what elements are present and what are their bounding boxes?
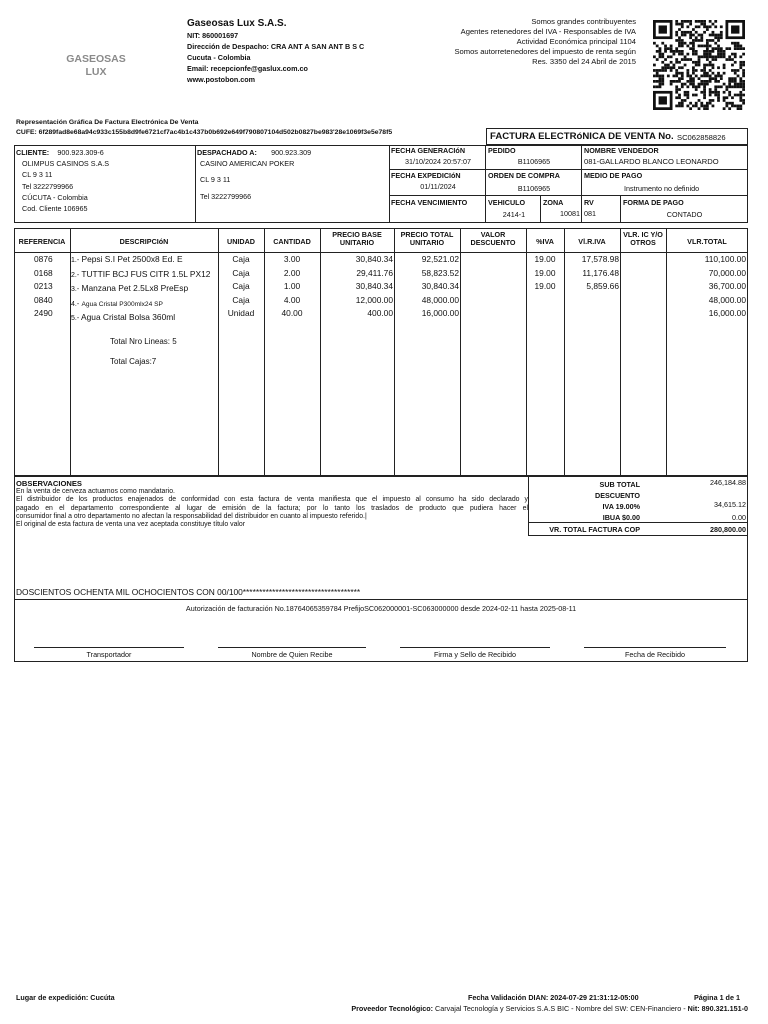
cell-qty: 1.00: [283, 281, 301, 291]
pedido-value: B1106965: [517, 157, 551, 166]
vendedor-value: 081-GALLARDO BLANCO LEONARDO: [584, 157, 719, 166]
cell-base: 400.00: [367, 308, 393, 318]
representation-title: Representación Gráfica De Factura Electrónica De Venta: [16, 119, 199, 126]
invoice-title: FACTURA ELECTRóNICA DE VENTA No.: [490, 131, 674, 142]
observations-text: [16, 479, 528, 529]
col-base: [320, 253, 393, 321]
client-address: CL 9 3 11: [22, 170, 53, 180]
cell-unit: Caja: [232, 267, 250, 278]
total-lines: Total Nro Lineas: 5: [110, 337, 177, 346]
table-row-desc: [71, 297, 219, 312]
logo-line-1: GASEOSAS: [66, 53, 126, 65]
orden-value: B1106965: [517, 184, 551, 193]
footer-page: Página 1 de 1: [694, 993, 740, 1002]
company-name: Gaseosas Lux S.A.S.: [187, 18, 287, 29]
invoice-title-box: [486, 128, 748, 145]
cell-ref: 2490: [34, 308, 53, 318]
col-vliva: [564, 253, 619, 294]
observation-line: El original de esta factura de venta una vez aceptada constituye título valor: [16, 521, 246, 529]
client-name: OLIMPUS CASINOS S.A.S: [22, 159, 110, 169]
pedido-label: PEDIDO: [488, 146, 516, 155]
amount-in-words: DOSCIENTOS OCHENTA MIL OCHOCIENTOS CON 00/100************************************: [16, 587, 361, 597]
cell-iva: 19.00: [534, 267, 556, 278]
cufe-line: [16, 128, 392, 138]
observations-title: OBSERVACIONES: [16, 479, 82, 488]
th-vlr-total: VLR.TOTAL: [687, 237, 727, 246]
cell-ptotal: 16,000.00: [421, 308, 459, 318]
rv-label: RV: [584, 198, 594, 207]
cell-unit: Caja: [232, 294, 250, 305]
invoice-number: SC062858826: [677, 133, 726, 142]
zona-value: 10081: [560, 209, 580, 218]
th-unidad: UNIDAD: [227, 237, 255, 246]
provider-label: Proveedor Tecnológico:: [351, 1004, 434, 1013]
tax-line: Somos autorretenedores del impuesto de renta según: [454, 47, 636, 56]
iva-total-label: IVA 19.00%: [602, 502, 640, 511]
cell-ptotal: 58,823.52: [421, 267, 459, 278]
forma-value: CONTADO: [666, 210, 703, 219]
tax-line: Agentes retenedores del IVA - Responsables de IVA: [460, 27, 636, 36]
cell-ptotal: 48,000.00: [421, 294, 459, 305]
th-cantidad: CANTIDAD: [273, 237, 311, 246]
th-vlr-ic: VLR. IC Y/O OTROS: [623, 230, 663, 247]
cell-base: 29,411.76: [356, 267, 393, 278]
rv-value: 081: [584, 209, 596, 218]
observation-line: pagado en el departamento correspondiente al lugar de emisión de la factura; por lo tanto los traslados de producto que pudiera hacer el: [16, 504, 528, 512]
total-boxes: Total Cajas:7: [110, 357, 157, 366]
cell-vliva: 17,578.98: [581, 254, 619, 264]
cell-total: 110,100.00: [704, 254, 746, 264]
cell-qty: 3.00: [283, 254, 301, 264]
th-valor-descuento: VALOR DESCUENTO: [470, 230, 516, 247]
tax-line: Actividad Económica principal 1104: [516, 37, 636, 46]
cell-desc: TUTTIF BCJ FUS CITR 1.5L PX12: [81, 268, 211, 279]
th-referencia: REFERENCIA: [18, 237, 66, 246]
cell-iva: 19.00: [534, 254, 556, 264]
cell-total: 48,000.00: [708, 294, 746, 305]
descuento-label: DESCUENTO: [595, 491, 640, 500]
dispatch-name: CASINO AMERICAN POKER: [200, 159, 295, 169]
col-ptotal: [394, 253, 459, 321]
cell-unit: Caja: [232, 281, 250, 291]
col-unit: [218, 253, 264, 321]
company-address: Dirección de Despacho: CRA ANT A SAN ANT B S C: [187, 42, 365, 51]
cell-ref: 0213: [34, 281, 53, 291]
client-code: Cod. Cliente 106965: [22, 204, 88, 214]
col-iva: [526, 253, 564, 294]
th-descripcion: DESCRIPCIóN: [119, 237, 169, 246]
cell-ptotal: 30,840.34: [421, 281, 459, 291]
orden-label: ORDEN DE COMPRA: [488, 171, 560, 180]
client-city: CÚCUTA - Colombia: [22, 192, 88, 202]
zona-label: ZONA: [543, 198, 564, 207]
company-email: Email: recepcionfe@gaslux.com.co: [187, 64, 308, 73]
th-iva: %IVA: [536, 237, 554, 246]
cell-num: 5.-: [71, 315, 80, 322]
table-row-desc: [71, 268, 219, 283]
cell-unit: Unidad: [227, 308, 255, 318]
cell-num: 2.-: [71, 271, 80, 279]
cell-ref: 0876: [34, 254, 53, 264]
observation-line: El distribuidor de los productos enajenados de conformidad con esta factura de venta manifiesta que el impuesto al consumo ha sido declarado y: [16, 496, 528, 504]
cell-num: 3.-: [71, 286, 80, 293]
col-desc: [71, 253, 219, 326]
vehiculo-label: VEHICULO: [488, 198, 526, 207]
th-precio-base: PRECIO BASE UNITARIO: [332, 230, 382, 247]
cell-total: 16,000.00: [708, 308, 746, 318]
cell-desc: Manzana Pet 2.5Lx8 PreEsp: [81, 283, 189, 293]
fecha-exp-value: 01/11/2024: [420, 182, 456, 191]
medio-value: Instrumento no definido: [624, 184, 700, 193]
col-total: [666, 253, 746, 321]
cell-num: 1.-: [71, 257, 80, 264]
cell-iva: 19.00: [534, 281, 556, 291]
th-precio-total: PRECIO TOTAL UNITARIO: [400, 230, 454, 247]
ibua-label: IBUA $0.00: [602, 513, 640, 522]
signature-label: Fecha de Recibido: [625, 650, 685, 659]
ibua-value: 0.00: [732, 513, 746, 522]
footer-place: Lugar de expedición: Cucúta: [16, 993, 115, 1002]
observation-line: En la venta de cerveza actuamos como mandatario.: [16, 488, 175, 495]
signature-label: Transportador: [86, 650, 132, 659]
cell-base: 30,840.34: [355, 254, 393, 264]
company-logo: [64, 53, 128, 79]
cell-num: 4.-: [71, 300, 80, 308]
signature-label: Nombre de Quien Recibe: [251, 650, 333, 659]
signature-label: Firma y Sello de Recibido: [434, 650, 516, 659]
company-web: www.postobon.com: [187, 75, 256, 84]
authorization-text: Autorización de facturación No.18764065359784 PrefijoSC062000001-SC063000000 desde 2024-02-11 hasta 2025-08-11: [185, 604, 577, 613]
cell-desc: Agua Cristal Bolsa 360ml: [81, 312, 176, 322]
client-phone: Tel 3222799966: [22, 181, 74, 191]
provider-text: Carvajal Tecnología y Servicios S.A.S BIC - Nombre del SW: CEN-Financiero -: [433, 1004, 688, 1013]
medio-label: MEDIO DE PAGO: [584, 171, 643, 180]
total-label: VR. TOTAL FACTURA COP: [549, 525, 640, 534]
company-nit: NIT: 860001697: [187, 31, 239, 40]
fecha-gen-value: 31/10/2024 20:57:07: [405, 157, 471, 166]
cell-unit: Caja: [232, 254, 250, 264]
cell-vliva: 11,176.48: [582, 267, 619, 278]
dispatch-label: DESPACHADO A:: [197, 148, 257, 157]
company-city: Cucuta - Colombia: [187, 53, 251, 62]
cell-ref: 0840: [34, 294, 53, 305]
cell-total: 70,000.00: [708, 267, 746, 278]
client-label: CLIENTE:: [16, 148, 50, 157]
fecha-exp-label: FECHA EXPEDICIóN: [391, 171, 461, 180]
cufe-value: 6f289fad8e68a94c933c155b8d9fe6721cf7ac4b1c437b0b692e649f790807104d502b0827be983'28e1069f3e5e78f5: [38, 129, 393, 136]
qr-code: [653, 20, 745, 110]
observation-line: consumidor final a otro departamento no afectan la responsabilidad del distribuidor en cuanto al impuesto referido.|: [16, 512, 367, 520]
cell-base: 30,840.34: [355, 281, 393, 291]
footer-provider: [351, 1004, 748, 1013]
cell-desc: Pepsi S.I Pet 2500x8 Ed. E: [81, 254, 183, 264]
cell-ptotal: 92,521.02: [421, 254, 459, 264]
cell-vliva: 5,859.66: [586, 281, 619, 291]
total-value: 280,800.00: [710, 525, 746, 534]
th-vlr-iva: Vl.R.IVA: [578, 237, 606, 246]
forma-label: FORMA DE PAGO: [623, 198, 684, 207]
cell-base: 12,000.00: [355, 294, 393, 305]
client-block: [16, 147, 109, 214]
dispatch-block: [197, 147, 311, 202]
cell-qty: 40.00: [281, 308, 303, 318]
fecha-gen-label: FECHA GENERACIóN: [391, 146, 466, 155]
cell-total: 36,700.00: [708, 281, 746, 291]
cell-ref: 0168: [34, 267, 53, 278]
tax-line: Somos grandes contribuyentes: [531, 17, 636, 26]
cell-qty: 4.00: [283, 294, 301, 305]
col-ref: [34, 253, 53, 321]
cell-desc: Agua Cristal P300mlx24 SP: [81, 300, 163, 308]
subtotal-value: 246,184.88: [710, 478, 746, 487]
cufe-label: CUFE:: [16, 129, 37, 136]
table-row-desc: [71, 311, 219, 326]
dispatch-phone: Tel 3222799966: [200, 191, 252, 201]
table-row-desc: [71, 253, 219, 268]
table-row-desc: [71, 282, 219, 297]
cell-qty: 2.00: [283, 267, 301, 278]
vehiculo-value: 2414-1: [502, 210, 526, 219]
company-info: [187, 17, 364, 85]
dispatch-id: 900.923.309: [271, 148, 312, 157]
tax-info: [406, 17, 636, 67]
col-qty: [264, 253, 320, 321]
footer-validation: Fecha Validación DIAN: 2024-07-29 21:31:12-05:00: [468, 993, 639, 1002]
logo-line-2: LUX: [85, 66, 107, 78]
fecha-venc-label: FECHA VENCIMIENTO: [391, 198, 468, 207]
dispatch-address: CL 9 3 11: [200, 175, 231, 185]
provider-nit: Nit: 890.321.151-0: [687, 1004, 748, 1013]
iva-total-value: 34,615.12: [714, 500, 746, 509]
tax-line: Res. 3350 del 24 Abril de 2015: [532, 57, 636, 66]
subtotal-label: SUB TOTAL: [599, 480, 640, 489]
representation-block: [16, 118, 392, 138]
vendedor-label: NOMBRE VENDEDOR: [584, 146, 659, 155]
client-id: 900.923.309-6: [57, 148, 104, 157]
